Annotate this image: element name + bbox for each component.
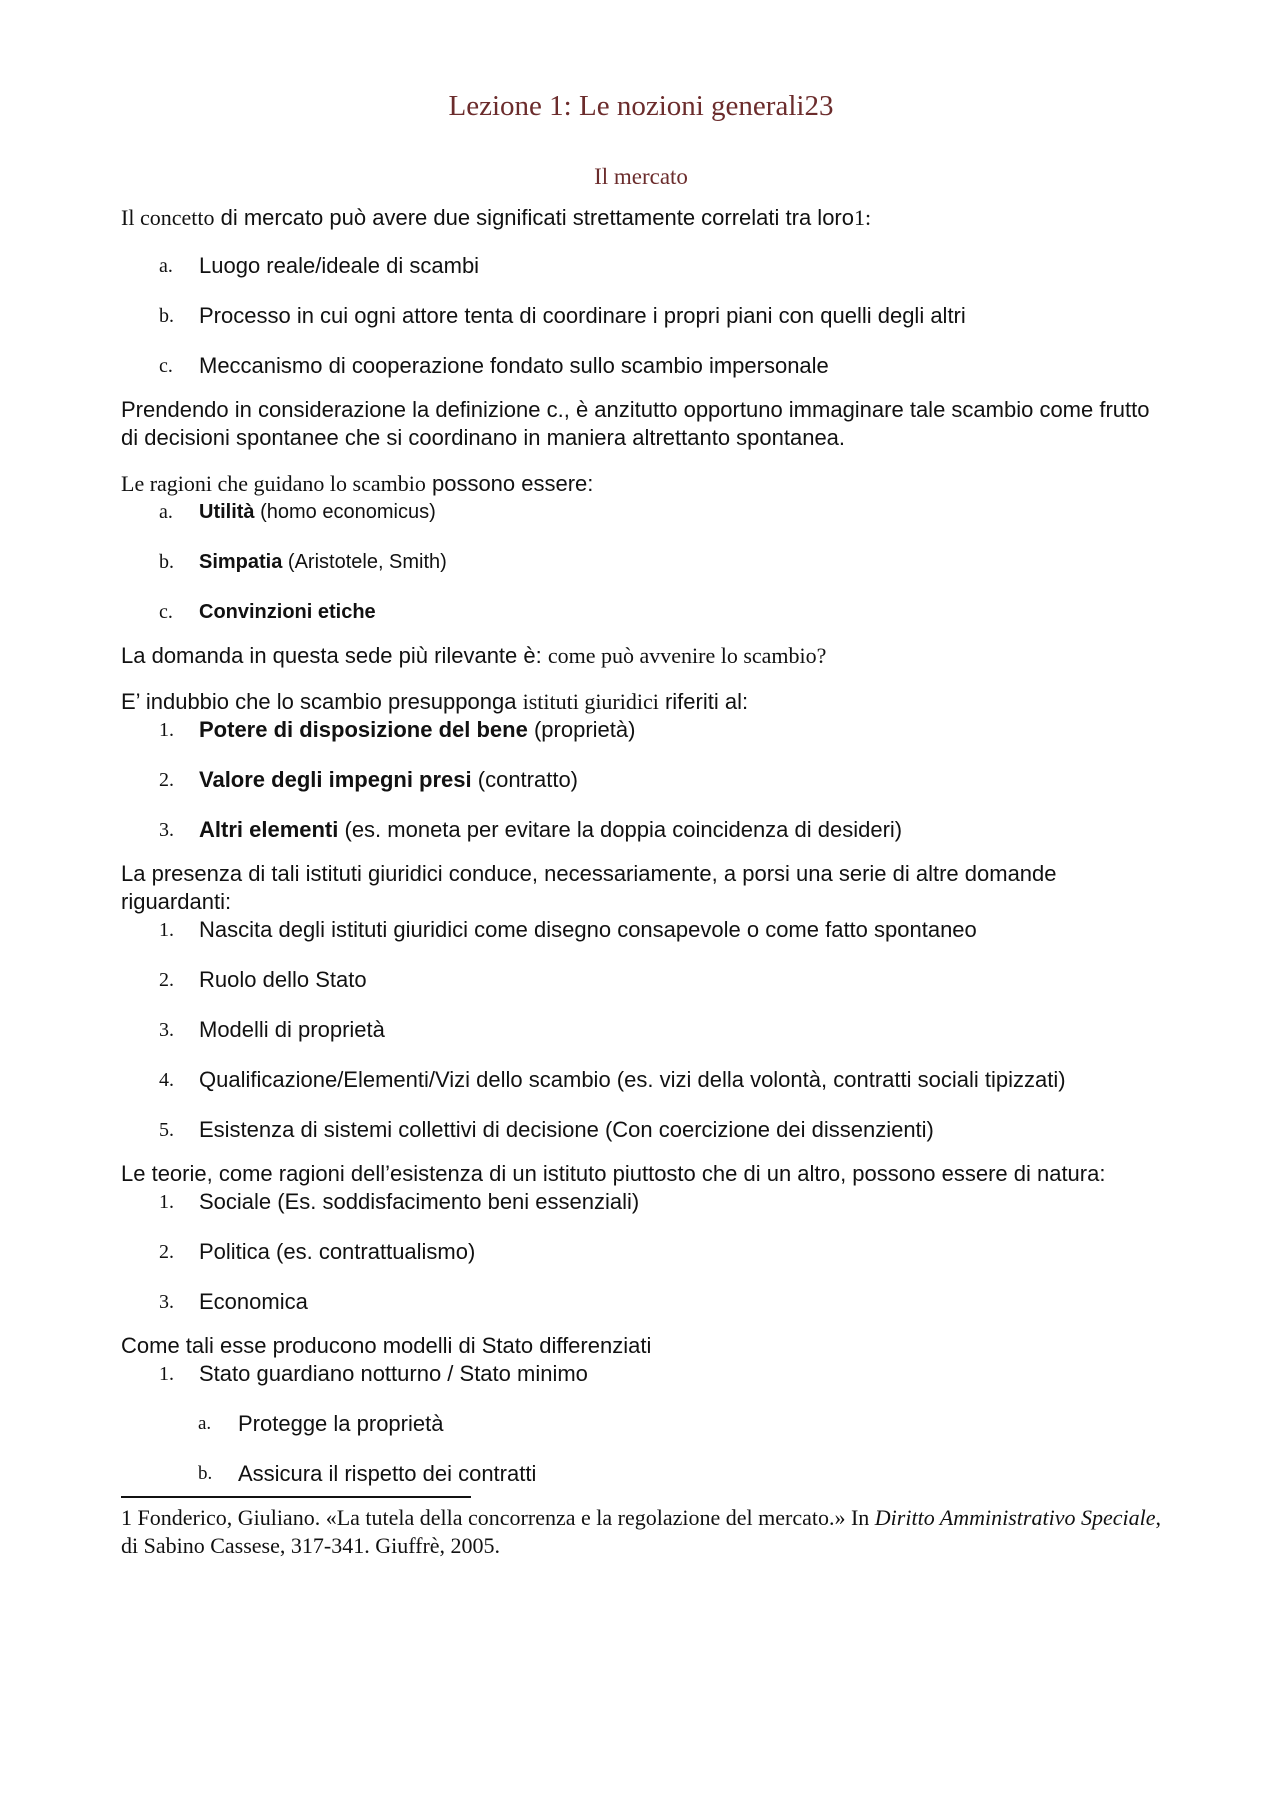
document-page — [121, 86, 1161, 1560]
models-list — [121, 1360, 1161, 1388]
list-item: a. Utilità (homo economicus) — [159, 501, 436, 523]
footnote-separator — [121, 1496, 471, 1498]
list-item: 1. Sociale (Es. soddisfacimento beni essenziali) — [159, 1189, 640, 1214]
section-title: Il mercato — [594, 164, 688, 189]
definition-paragraph: Prendendo in considerazione la definizione c., è anzitutto opportuno immaginare tale scambio come frutto di decisioni spontanee che si coordinano in maniera altrettanto spontanea. — [121, 397, 1150, 450]
list-item: b. Processo in cui ogni attore tenta di coordinare i propri piani con quelli degli altri — [159, 303, 966, 328]
institutes-list — [121, 716, 1161, 844]
list-item: 4. Qualificazione/Elementi/Vizi dello scambio (es. vizi della volontà, contratti sociali tipizzati) — [159, 1067, 1066, 1092]
questions-list — [121, 916, 1161, 1144]
institutes-intro: E’ indubbio che lo scambio presupponga istituti giuridici riferiti al: — [121, 689, 749, 714]
list-item: c. Meccanismo di cooperazione fondato sullo scambio impersonale — [159, 353, 829, 378]
list-item: 2. Ruolo dello Stato — [159, 967, 367, 992]
models-sublist — [121, 1410, 1161, 1488]
footnote-ref: 1: — [854, 205, 872, 230]
theories-list — [121, 1188, 1161, 1316]
list-item: 1. Nascita degli istituti giuridici come disegno consapevole o come fatto spontaneo — [159, 917, 977, 942]
questions-intro: La presenza di tali istituti giuridici conduce, necessariamente, a porsi una serie di altre domande riguardanti: — [121, 861, 1057, 914]
meanings-list — [121, 252, 1161, 380]
reasons-intro: Le ragioni che guidano lo scambio possono essere: — [121, 471, 594, 496]
list-item: c. Convinzioni etiche — [159, 601, 376, 623]
list-item: b. Assicura il rispetto dei contratti — [198, 1461, 537, 1486]
list-item: 3. Altri elementi (es. moneta per evitare la doppia coincidenza di desideri) — [159, 817, 903, 842]
list-item: 2. Valore degli impegni presi (contratto) — [159, 767, 579, 792]
intro-paragraph: Il concetto di mercato può avere due significati strettamente correlati tra loro1: — [121, 205, 872, 230]
list-item: a. Luogo reale/ideale di scambi — [159, 253, 480, 278]
theories-intro: Le teorie, come ragioni dell’esistenza di un istituto piuttosto che di un altro, possono essere di natura: — [121, 1161, 1106, 1186]
list-item: 3. Modelli di proprietà — [159, 1017, 385, 1042]
question-paragraph: La domanda in questa sede più rilevante è: come può avvenire lo scambio? — [121, 643, 827, 668]
models-intro: Come tali esse producono modelli di Stato differenziati — [121, 1333, 652, 1358]
list-item: 5. Esistenza di sistemi collettivi di decisione (Con coercizione dei dissenzienti) — [159, 1117, 934, 1142]
list-item: 2. Politica (es. contrattualismo) — [159, 1239, 476, 1264]
page-title: Lezione 1: Le nozioni generali23 — [448, 90, 834, 122]
list-item: a. Protegge la proprietà — [198, 1411, 444, 1436]
list-item: b. Simpatia (Aristotele, Smith) — [159, 551, 447, 573]
list-item: 1. Potere di disposizione del bene (proprietà) — [159, 717, 636, 742]
footnote: 1 Fonderico, Giuliano. «La tutela della concorrenza e la regolazione del mercato.» In Diritto Amministrativo Speciale, di Sabino Cassese, 317-341. Giuffrè, 2005. — [121, 1505, 1161, 1558]
list-item: 1. Stato guardiano notturno / Stato minimo — [159, 1361, 588, 1386]
list-item: 3. Economica — [159, 1289, 308, 1314]
reasons-list — [121, 498, 1161, 626]
